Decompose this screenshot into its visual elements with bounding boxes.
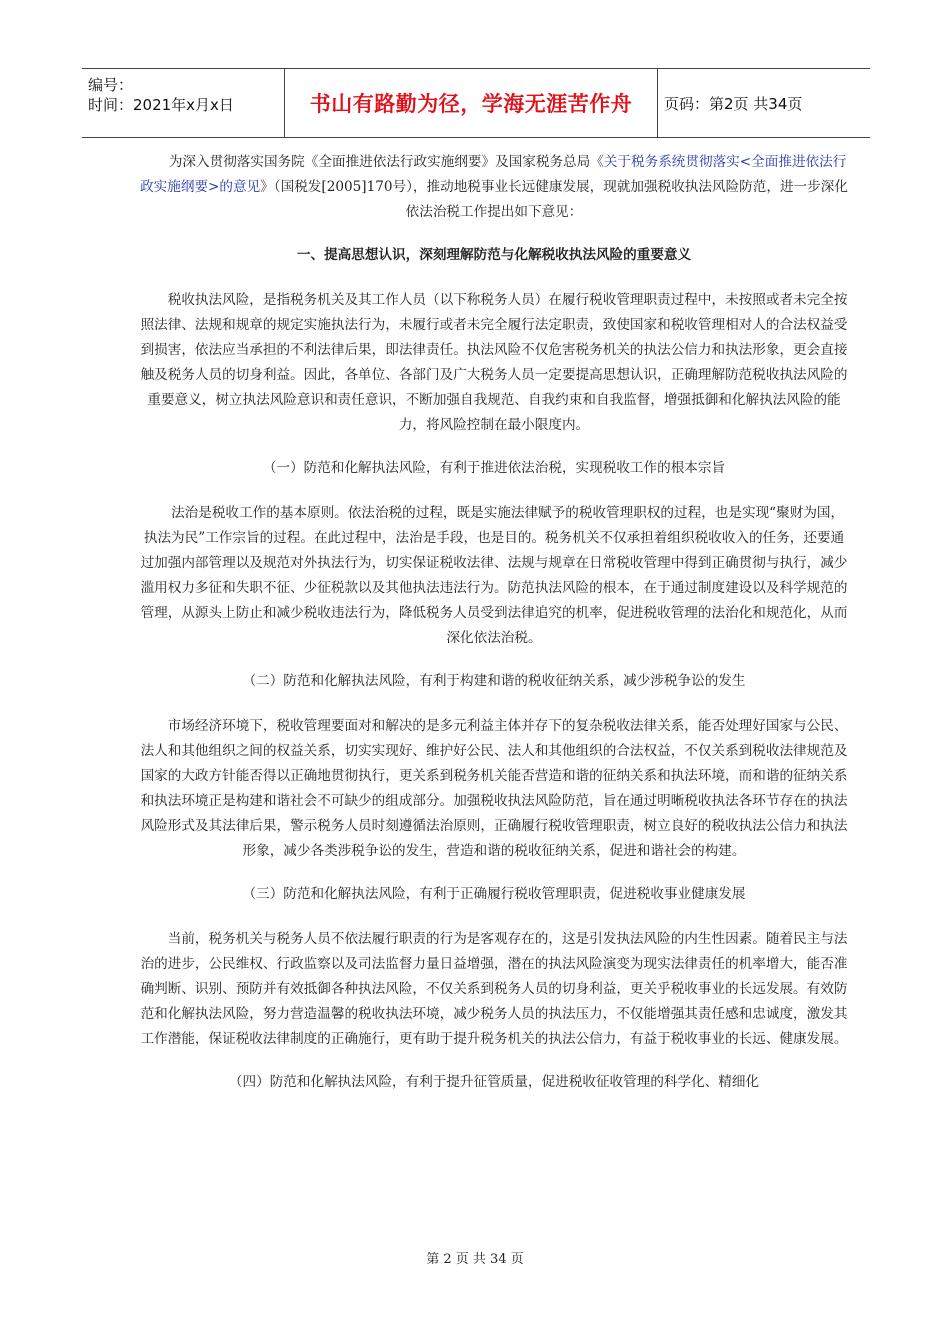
paragraph-4: 当前，税务机关与税务人员不依法履行职责的行为是客观存在的，这是引发执法风险的内生性因素。随着民主与法治的进步，公民维权、行政监察以及司法监督力量日益增强，潜在的执法风险演变为现实法律责任的机率增大，能否准确判断、识别、预防并有效抵御各种执法风险，不仅关系到税务人员的切身利益，更关乎税收事业的长远发展。有效防范和化解执法风险，努力营造温馨的税收执法环境，减少税务人员的执法压力，不仅能增强其责任感和忠诚度，激发其工作潜能，保证税收法律制度的正确施行，更有助于提升税务机关的执法公信力，有益于税收事业的长远、健康发展。: [140, 931, 848, 1047]
subsection-4-title: （四）防范和化解执法风险，有利于提升征管质量，促进税收征收管理的科学化、精细化: [228, 1074, 760, 1090]
subsection-1-title: （一）防范和化解执法风险，有利于推进依法治税，实现税收工作的根本宗旨: [262, 460, 726, 476]
document-body: [138, 150, 850, 1115]
header-meta: [82, 69, 284, 137]
paragraph-1: 税收执法风险，是指税务机关及其工作人员（以下称税务人员）在履行税收管理职责过程中，未按照或者未完全按照法律、法规和规章的规定实施执法行为，未履行或者未完全履行法定职责，致使国家和税收管理相对人的合法权益受到损害，依法应当承担的不利法律后果，即法律责任。执法风险不仅危害税务机关的执法公信力和执法形象，更会直接触及税务人员的切身利益。因此，各单位、各部门及广大税务人员一定要提高思想认识，正确理解防范税收执法风险的重要意义，树立执法风险意识和责任意识，不断加强自我规范、自我约束和自我监督，增强抵御和化解执法风险的能力，将风险控制在最小限度内。: [140, 292, 848, 433]
header-motto: 书山有路勤为径，学海无涯苦作舟: [309, 92, 633, 116]
page-footer: 第 2 页 共 34 页: [426, 1252, 524, 1267]
subsection-2-title: （二）防范和化解执法风险，有利于构建和谐的税收征纳关系，减少涉税争讼的发生: [242, 673, 746, 689]
document-header: [82, 68, 870, 138]
subsection-3-title: （三）防范和化解执法风险，有利于正确履行税收管理职责，促进税收事业健康发展: [242, 886, 746, 902]
policy-link[interactable]: 关于税务系统贯彻落实<全面推进依法行政实施纲要>的意见: [140, 154, 847, 195]
header-page-cell: [658, 69, 870, 137]
header-motto-cell: [284, 69, 658, 137]
section-1-title: 一、提高思想认识，深刻理解防范与化解税收执法风险的重要意义: [296, 247, 692, 263]
document-number-label: 编号：: [88, 76, 134, 94]
intro-text-2: 》（国税发[2005]170号），推动地税事业长远健康发展，现就加强税收执法风险防范，进一步深化依法治税工作提出如下意见：: [260, 179, 848, 220]
intro-paragraph: [138, 150, 850, 225]
paragraph-3: 市场经济环境下，税收管理要面对和解决的是多元利益主体并存下的复杂税收法律关系，能否处理好国家与公民、法人和其他组织之间的权益关系，切实实现好、维护好公民、法人和其他组织的合法权益，不仅关系到税收法律规范及国家的大政方针能否得以正确地贯彻执行，更关系到税务机关能否营造和谐的征纳关系和执法环境，而和谐的征纳关系和执法环境正是构建和谐社会不可缺少的组成部分。加强税收执法风险防范，旨在通过明晰税收执法各环节存在的执法风险形式及其法律后果，警示税务人员时刻遵循法治原则，正确履行税收管理职责，树立良好的税收执法公信力和执法形象，减少各类涉税争讼的发生，营造和谐的税收征纳关系，促进和谐社会的构建。: [140, 718, 848, 859]
paragraph-2: 法治是税收工作的基本原则。依法治税的过程，既是实施法律赋予的税收管理职权的过程，也是实现“聚财为国，执法为民”工作宗旨的过程。在此过程中，法治是手段，也是目的。税务机关不仅承担着组织税收收入的任务，还要通过加强内部管理以及规范对外执法行为，切实保证税收法律、法规与规章在日常税收管理中得到正确贯彻与执行，减少滥用权力多征和失职不征、少征税款以及其他执法违法行为。防范执法风险的根本，在于通过制度建设以及科学规范的管理，从源头上防止和减少税收违法行为，降低税务人员受到法律追究的机率，促进税收管理的法治化和规范化，从而深化依法治税。: [140, 505, 848, 646]
header-page-number: 页码：第2页 共34页: [664, 94, 803, 113]
document-date: 时间：2021年x月x日: [88, 96, 234, 114]
intro-text-1: 为深入贯彻落实国务院《全面推进依法行政实施纲要》及国家税务总局《: [168, 154, 604, 170]
